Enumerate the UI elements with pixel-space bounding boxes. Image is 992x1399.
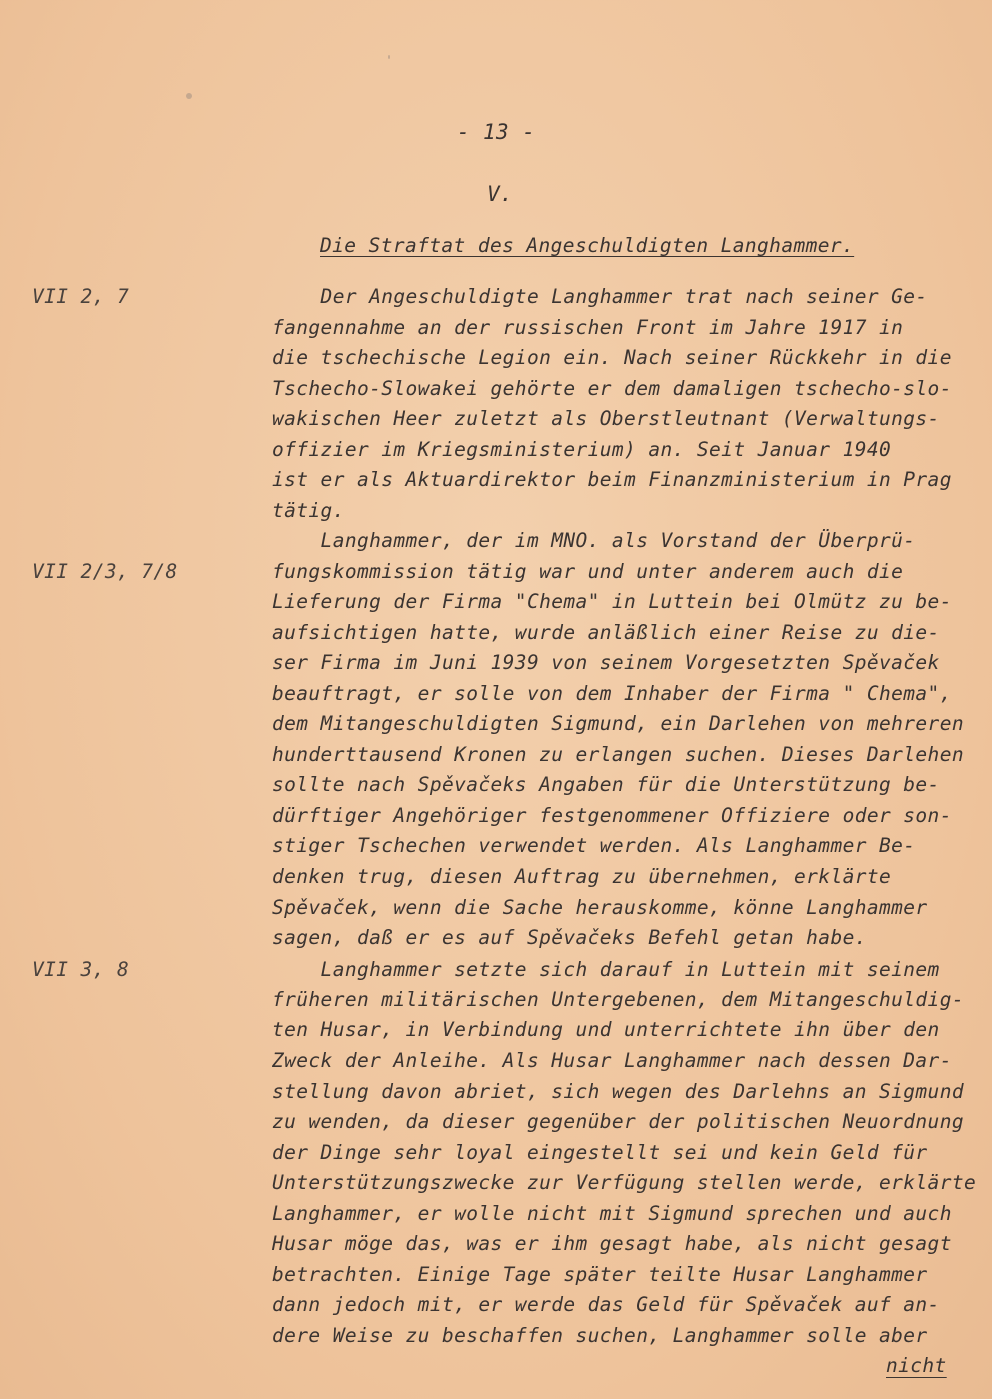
text-line: die tschechische Legion ein. Nach seiner Rückkehr in die bbox=[272, 346, 952, 369]
text-line: offizier im Kriegsministerium) an. Seit Januar 1940 bbox=[272, 438, 892, 461]
text-line: zu wenden, da dieser gegenüber der politischen Neuordnung bbox=[272, 1110, 964, 1133]
text-line: ten Husar, in Verbindung und unterrichtete ihn über den bbox=[272, 1018, 940, 1041]
text-line: aufsichtigen hatte, wurde anläßlich einer Reise zu die- bbox=[272, 621, 940, 644]
text-line: Lieferung der Firma "Chema" in Luttein bei Olmütz zu be- bbox=[272, 590, 952, 613]
text-line: hunderttausend Kronen zu erlangen suchen. Dieses Darlehen bbox=[272, 743, 964, 766]
text-line: Langhammer, er wolle nicht mit Sigmund sprechen und auch bbox=[272, 1202, 952, 1225]
text-line: beauftragt, er solle von dem Inhaber der Firma " Chema", bbox=[272, 682, 952, 705]
text-line: stiger Tschechen verwendet werden. Als Langhammer Be- bbox=[272, 834, 916, 857]
text-line: stellung davon abriet, sich wegen des Darlehns an Sigmund bbox=[272, 1080, 964, 1103]
text-line: dere Weise zu beschaffen suchen, Langhammer solle aber bbox=[272, 1324, 928, 1347]
text-line: wakischen Heer zuletzt als Oberstleutnant (Verwaltungs- bbox=[272, 407, 940, 430]
text-line: Spěvaček, wenn die Sache herauskomme, könne Langhammer bbox=[272, 896, 928, 919]
text-line: früheren militärischen Untergebenen, dem Mitangeschuldig- bbox=[272, 988, 964, 1011]
text-line: Tschecho-Slowakei gehörte er dem damaligen tschecho-slo- bbox=[272, 377, 952, 400]
text-line: Langhammer setzte sich darauf in Luttein mit seinem bbox=[272, 958, 940, 981]
paper-speck bbox=[186, 93, 192, 99]
text-line: denken trug, diesen Auftrag zu übernehmen, erklärte bbox=[272, 865, 892, 888]
text-line: Langhammer, der im MNO. als Vorstand der Überprü- bbox=[272, 529, 916, 552]
page-number: - 13 - bbox=[456, 120, 536, 144]
text-line: Husar möge das, was er ihm gesagt habe, als nicht gesagt bbox=[272, 1232, 952, 1255]
margin-reference: VII 3, 8 bbox=[32, 958, 130, 981]
text-line: Zweck der Anleihe. Als Husar Langhammer nach dessen Dar- bbox=[272, 1049, 952, 1072]
catchword: nicht bbox=[886, 1354, 947, 1377]
text-line: ist er als Aktuardirektor beim Finanzministerium in Prag bbox=[272, 468, 952, 491]
text-line: ser Firma im Juni 1939 von seinem Vorgesetzten Spěvaček bbox=[272, 651, 940, 674]
text-line: dem Mitangeschuldigten Sigmund, ein Darlehen von mehreren bbox=[272, 712, 964, 735]
text-line: Der Angeschuldigte Langhammer trat nach seiner Ge- bbox=[272, 285, 928, 308]
section-number: V. bbox=[486, 182, 514, 206]
text-line: dürftiger Angehöriger festgenommener Offiziere oder son- bbox=[272, 804, 952, 827]
text-line: fangennahme an der russischen Front im Jahre 1917 in bbox=[272, 316, 904, 339]
text-line: tätig. bbox=[272, 499, 345, 522]
text-line: fungskommission tätig war und unter anderem auch die bbox=[272, 560, 904, 583]
paper-speck bbox=[388, 55, 390, 59]
text-line: der Dinge sehr loyal eingestellt sei und kein Geld für bbox=[272, 1141, 928, 1164]
text-line: betrachten. Einige Tage später teilte Husar Langhammer bbox=[272, 1263, 928, 1286]
margin-reference: VII 2, 7 bbox=[32, 285, 130, 308]
margin-reference: VII 2/3, 7/8 bbox=[32, 560, 178, 583]
text-line: Unterstützungszwecke zur Verfügung stellen werde, erklärte bbox=[272, 1171, 977, 1194]
text-line: sollte nach Spěvačeks Angaben für die Unterstützung be- bbox=[272, 773, 940, 796]
section-title: Die Straftat des Angeschuldigten Langhammer. bbox=[320, 234, 855, 257]
text-line: dann jedoch mit, er werde das Geld für Spěvaček auf an- bbox=[272, 1293, 940, 1316]
text-line: sagen, daß er es auf Spěvačeks Befehl getan habe. bbox=[272, 926, 867, 949]
